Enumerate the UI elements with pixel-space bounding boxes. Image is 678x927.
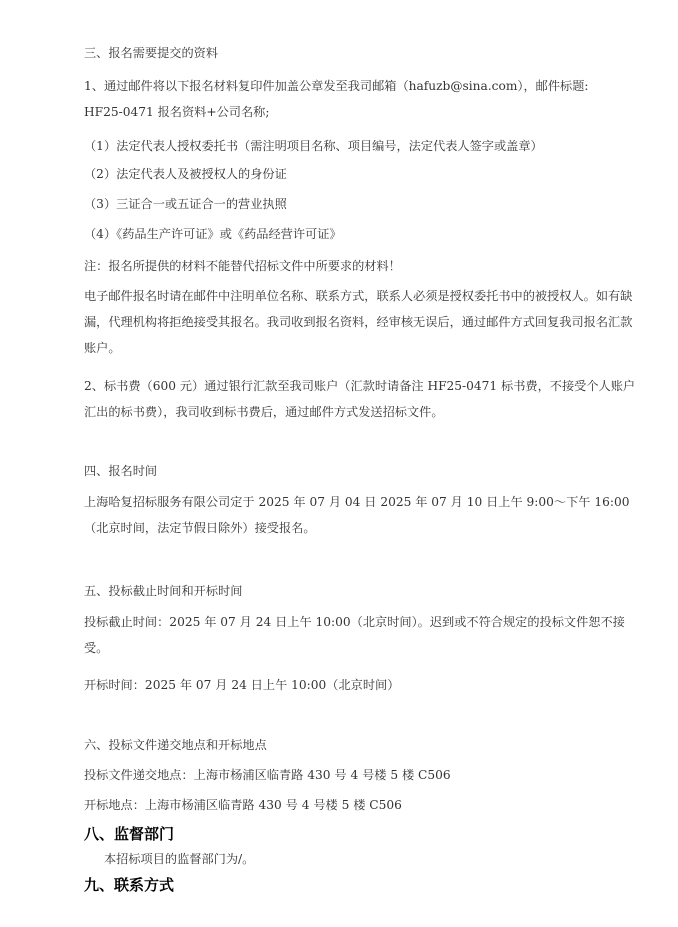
section-6-heading: 六、投标文件递交地点和开标地点	[84, 738, 267, 752]
section-3-sub-item-3: （3）三证合一或五证合一的营业执照	[84, 197, 287, 211]
section-9-heading: 九、联系方式	[84, 876, 175, 894]
section-3-item-2: 2、标书费（600 元）通过银行汇款至我司账户（汇款时请备注 HF25-0471 标书费，不接受个人账户汇出的标书费），我司收到标书费后，通过邮件方式发送招标文件。	[84, 379, 636, 419]
section-3-email-paragraph: 电子邮件报名时请在邮件中注明单位名称、联系方式，联系人必须是授权委托书中的被授权人。如有缺漏，代理机构将拒绝接受其报名。我司收到报名资料，经审核无误后，通过邮件方式回复我司报名汇款账户。	[84, 289, 633, 355]
section-5-heading: 五、投标截止时间和开标时间	[84, 584, 243, 598]
section-6-open-place: 开标地点：上海市杨浦区临青路 430 号 4 号楼 5 楼 C506	[84, 798, 402, 812]
section-5-opening: 开标时间：2025 年 07 月 24 日上午 10:00（北京时间）	[84, 678, 400, 692]
section-3-note: 注：报名所提供的材料不能替代招标文件中所要求的材料！	[84, 259, 401, 273]
section-3-item-1-line-2: HF25-0471 报名资料+公司名称;	[84, 105, 270, 119]
section-6-submit-place: 投标文件递交地点：上海市杨浦区临青路 430 号 4 号楼 5 楼 C506	[84, 768, 451, 782]
section-8-text: 本招标项目的监督部门为/。	[104, 852, 255, 866]
section-4-text: 上海哈复招标服务有限公司定于 2025 年 07 月 04 日 2025 年 07 月 10 日上午 9:00～下午 16:00（北京时间，法定节假日除外）接受报名。	[84, 495, 630, 535]
section-3-sub-item-4: （4）《药品生产许可证》或《药品经营许可证》	[84, 227, 342, 241]
section-4-heading: 四、报名时间	[84, 464, 158, 478]
section-3-sub-item-1: （1）法定代表人授权委托书（需注明项目名称、项目编号，法定代表人签字或盖章）	[84, 139, 543, 153]
section-3-heading: 三、报名需要提交的资料	[84, 46, 219, 60]
section-5-deadline: 投标截止时间：2025 年 07 月 24 日上午 10:00（北京时间）。迟到或不符合规定的投标文件恕不接受。	[84, 615, 625, 655]
section-8-heading: 八、监督部门	[84, 825, 175, 843]
section-3-sub-item-2: （2）法定代表人及被授权人的身份证	[84, 167, 287, 181]
section-3-item-1-line-1: 1、通过邮件将以下报名材料复印件加盖公章发至我司邮箱（hafuzb@sina.com），邮件标题:	[84, 79, 589, 93]
